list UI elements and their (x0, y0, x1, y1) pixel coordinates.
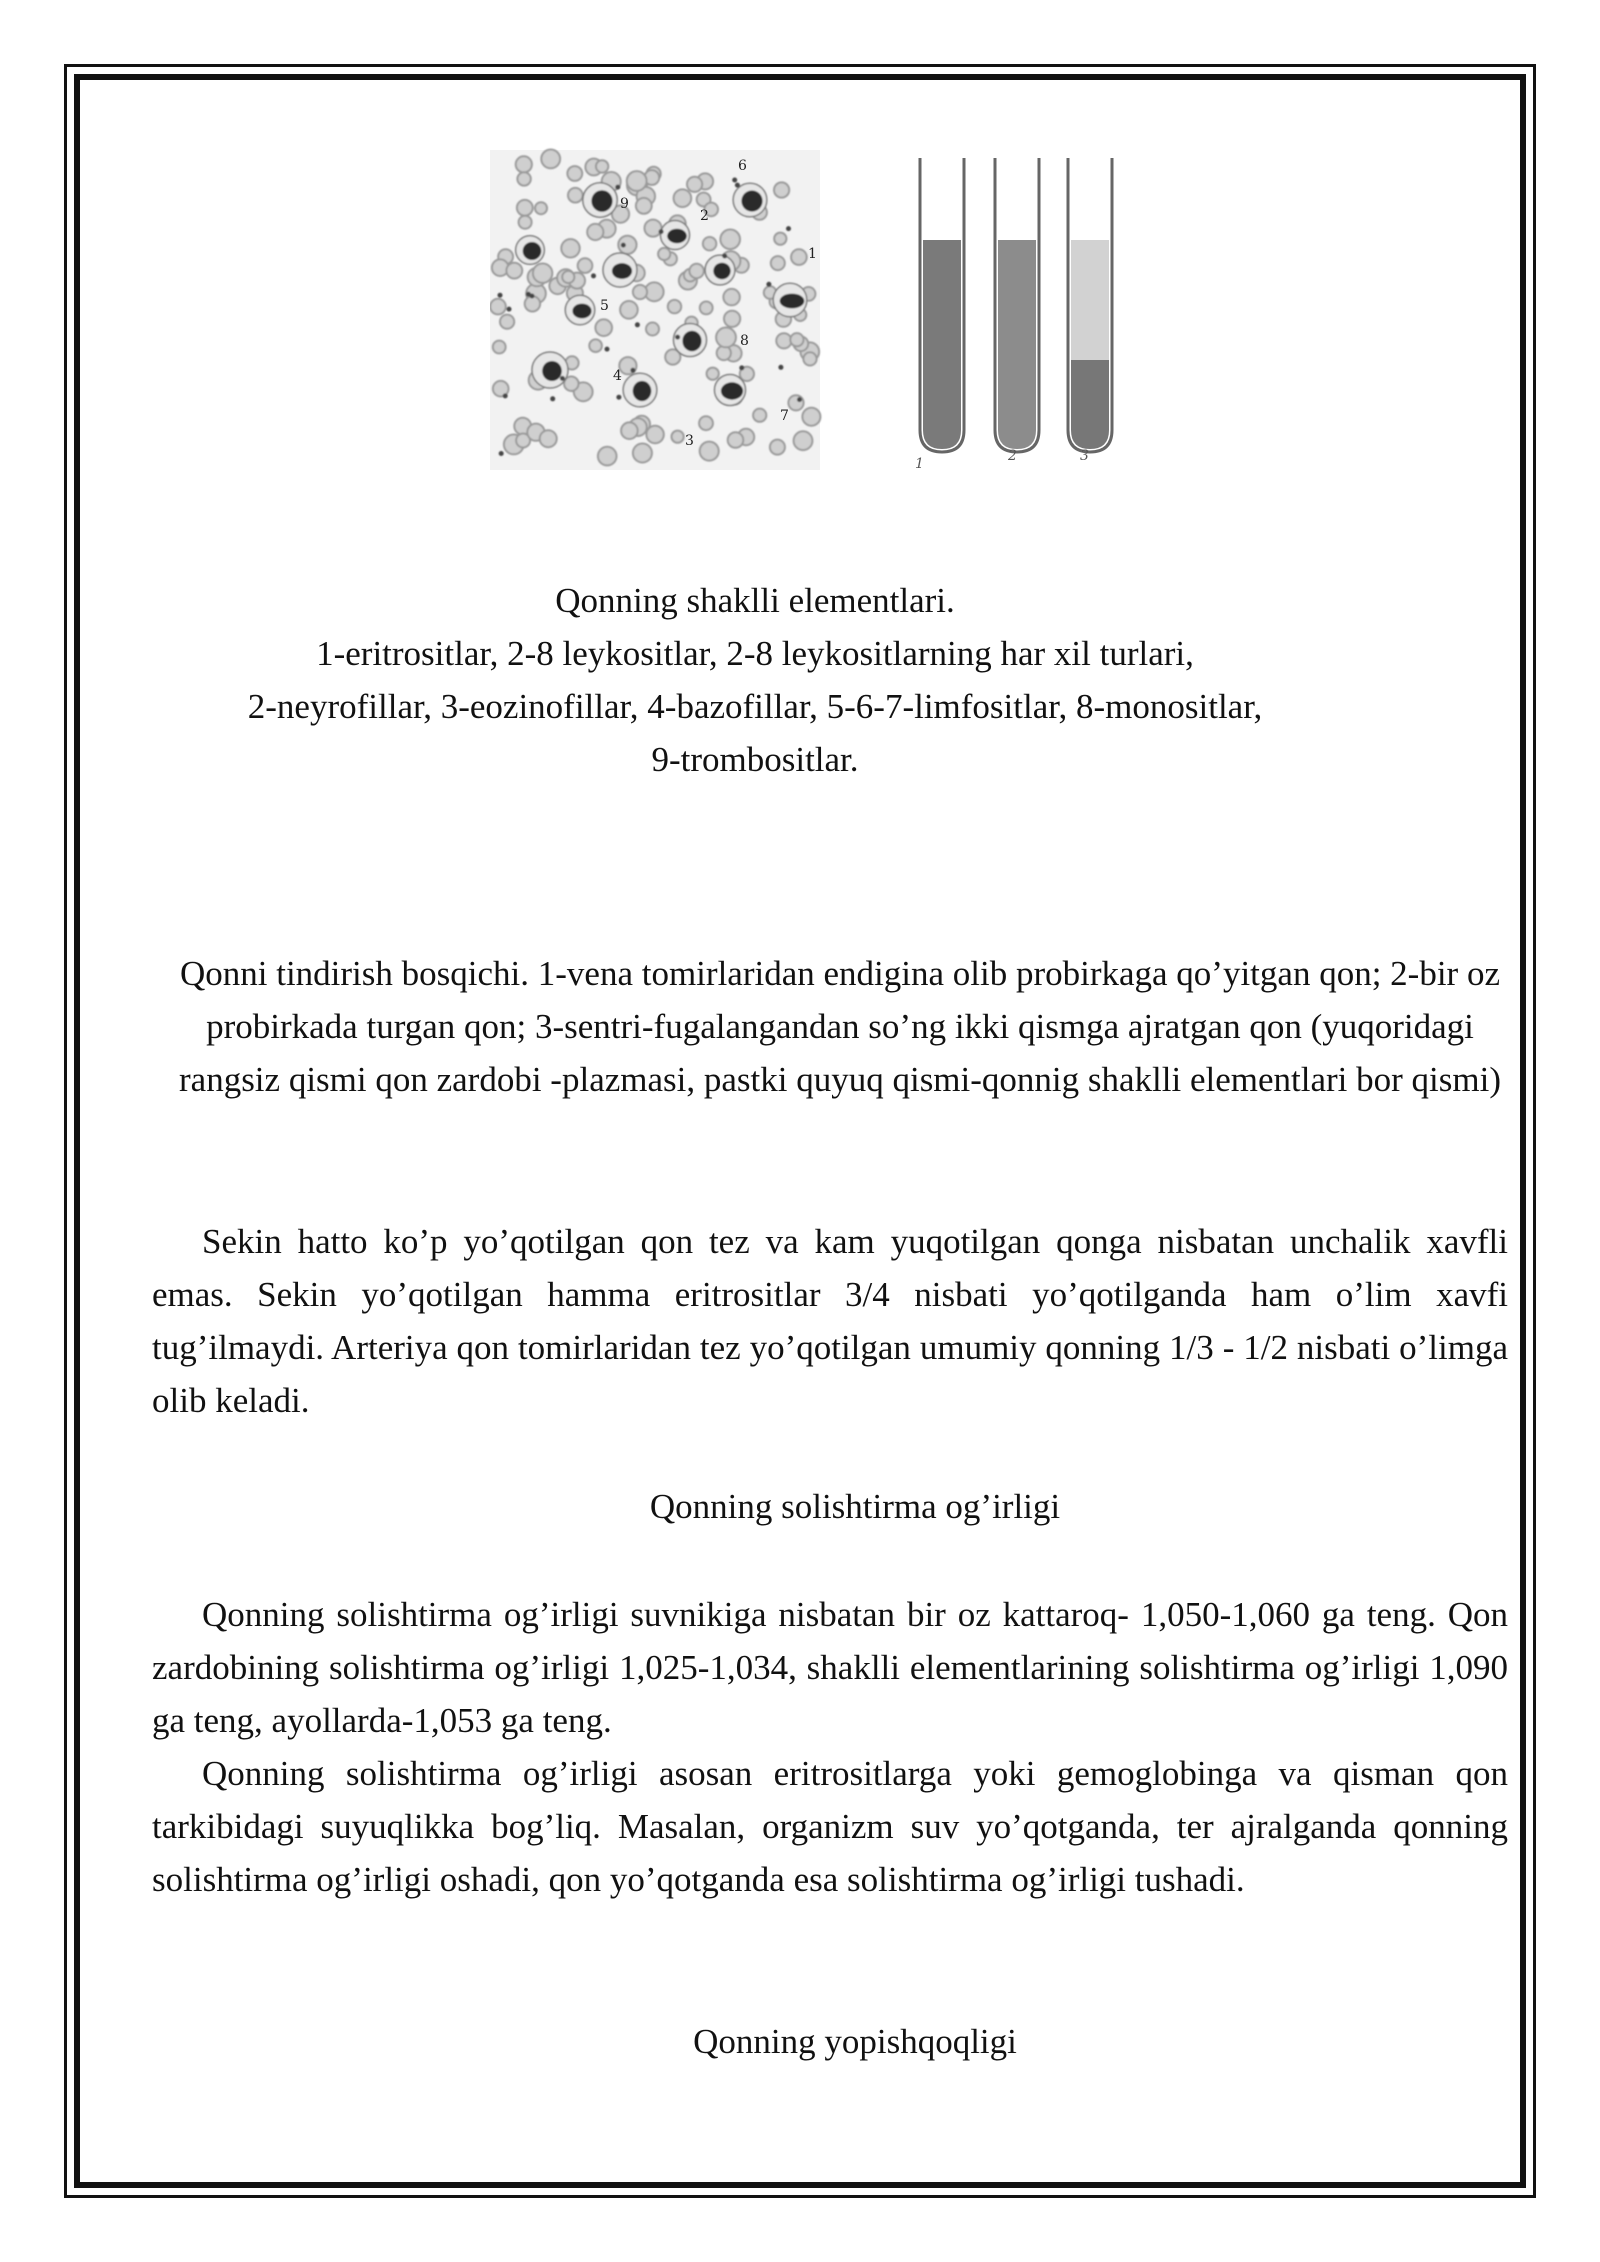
cell-label-4: 4 (613, 368, 622, 384)
cell-label-1: 1 (808, 246, 817, 262)
paragraph-specific-gravity-1: Qonning solishtirma og’irligi suvnikiga nisbatan bir oz kattaroq- 1,050-1,060 ga teng. Qon zardobining solishtirma og’irligi 1,025-1,034, shaklli elementlarining solishtirma og’irligi 1,090 ga teng, ayollarda-1,053 ga teng. (152, 1595, 1508, 1740)
heading-specific-gravity: Qonning solishtirma og’irligi (649, 1487, 1061, 1526)
cell-label-7: 7 (780, 408, 789, 424)
blood-cells-and-tubes-illustration (490, 140, 1230, 480)
cell-label-3: 3 (685, 433, 694, 449)
tube-label-1: 1 (915, 456, 924, 472)
cell-label-2: 2 (700, 208, 709, 224)
paragraph-blood-loss: Sekin hatto ko’p yo’qotilgan qon tez va kam yuqotilgan qonga nisbatan unchalik xavfli emas. Sekin yo’qotilgan hamma eritrositlar 3/4 nisbati yo’qotilganda ham o’lim xavfi tug’ilmaydi. Arteriya qon tomirlaridan tez yo’qotilgan umumiy qonning 1/3 - 1/2 nisbati o’limga olib keladi. (152, 1222, 1508, 1420)
cell-label-5: 5 (600, 298, 609, 314)
cell-label-8: 8 (740, 333, 749, 349)
caption-title: Qonning shaklli elementlari. (555, 581, 955, 620)
tube-label-2: 2 (1008, 448, 1017, 464)
paragraph-specific-gravity-2: Qonning solishtirma og’irligi asosan eritrositlarga yoki gemoglobinga va qisman qon tarkibidagi suyuqlikka bog’liq. Masalan, organizm suv yo’qotganda, ter ajralganda qonning solishtirma og’irligi oshadi, qon yo’qotganda esa solishtirma og’irligi tushadi. (152, 1754, 1508, 1899)
caption-line-2: 2-neyrofillar, 3-eozinofillar, 4-bazofillar, 5-6-7-limfositlar, 8-monositlar, (247, 687, 1263, 726)
test-tube-1 (920, 158, 964, 452)
heading-viscosity: Qonning yopishqoqligi (693, 2022, 1017, 2061)
test-tube-2 (995, 158, 1039, 452)
cell-label-9: 9 (620, 196, 629, 212)
cell-label-6: 6 (738, 158, 747, 174)
blood-figure (490, 140, 1230, 480)
caption-line-1: 1-eritrositlar, 2-8 leykositlar, 2-8 leykositlarning har xil turlari, (316, 634, 1194, 673)
paragraph-sedimentation: Qonni tindirish bosqichi. 1-vena tomirlaridan endigina olib probirkaga qo’yitgan qon; 2-bir oz probirkada turgan qon; 3-sentri-fugalangandan so’ng ikki qismga ajratgan qon (yuqoridagi rangsiz qismi qon zardobi -plazmasi, pastki quyuq qismi-qonnig shaklli elementlari bor qismi) (179, 954, 1501, 1099)
tube-label-3: 3 (1080, 448, 1089, 464)
caption-line-3: 9-trombositlar. (651, 740, 859, 779)
test-tube-3 (1068, 158, 1112, 452)
